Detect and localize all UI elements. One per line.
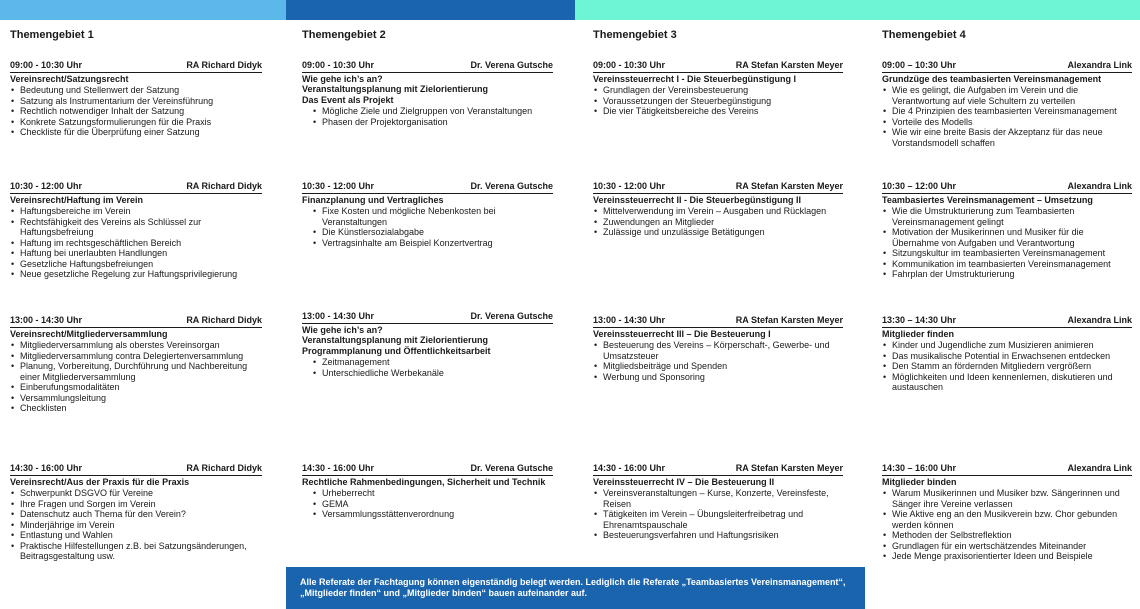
topic-item: • Mitgliedsbeiträge und Spenden bbox=[603, 361, 843, 372]
topic-item: • Versammlungsstättenverordnung bbox=[322, 509, 553, 520]
session-card bbox=[882, 315, 1132, 393]
session-card bbox=[10, 60, 262, 138]
topic-item: • Rechtsfähigkeit des Vereins als Schlüssel zur Haftungsbefreiung bbox=[20, 217, 262, 238]
color-bar-segment-1 bbox=[0, 0, 286, 20]
topic-item: • Mitgliederversammlung contra Delegiertenversammlung bbox=[20, 351, 262, 362]
session-topics bbox=[10, 206, 262, 280]
session-speaker: Dr. Verena Gutsche bbox=[470, 463, 553, 473]
session-topics bbox=[10, 488, 262, 562]
session-header bbox=[10, 315, 262, 328]
session-time: 14:30 - 16:00 Uhr bbox=[302, 463, 375, 473]
session-speaker: RA Richard Didyk bbox=[186, 60, 262, 70]
session-header bbox=[302, 181, 553, 194]
topic-item: • Kinder und Jugendliche zum Musizieren animieren bbox=[892, 340, 1132, 351]
column-theme-heading: Themengebiet 2 bbox=[302, 29, 386, 41]
session-title: Vereinsrecht/Mitgliederversammlung bbox=[10, 328, 168, 339]
topic-item: • Haftung im rechtsgeschäftlichen Bereich bbox=[20, 238, 262, 249]
topic-item: • Jede Menge praxisorientierter Ideen und Beispiele bbox=[892, 551, 1132, 562]
topic-item: • Zuwendungen an Mitglieder bbox=[603, 217, 843, 228]
topic-item: • Besteuerungsverfahren und Haftungsrisiken bbox=[603, 530, 843, 541]
session-topics bbox=[882, 206, 1132, 280]
topic-item: • Gesetzliche Haftungsbefreiungen bbox=[20, 259, 262, 270]
topic-item: • Fixe Kosten und mögliche Nebenkosten bei Veranstaltungen bbox=[322, 206, 553, 227]
session-header bbox=[593, 463, 843, 476]
topic-item: • Sitzungskultur im teambasierten Vereinsmanagement bbox=[892, 248, 1132, 259]
topic-item: • GEMA bbox=[322, 499, 553, 510]
topic-item: • Wie Aktive eng an den Musikverein bzw. Chor gebunden werden können bbox=[892, 509, 1132, 530]
session-header bbox=[10, 463, 262, 476]
session-topics bbox=[882, 340, 1132, 393]
session-time: 09:00 - 10:30 Uhr bbox=[302, 60, 375, 70]
session-time: 14:30 – 16:00 Uhr bbox=[882, 463, 957, 473]
topic-item: • Schwerpunkt DSGVO für Vereine bbox=[20, 488, 262, 499]
topic-item: • Vereinsveranstaltungen – Kurse, Konzerte, Vereinsfeste, Reisen bbox=[603, 488, 843, 509]
session-speaker: Alexandra Link bbox=[1067, 315, 1132, 325]
session-header bbox=[882, 181, 1132, 194]
column-themengebiet-1 bbox=[0, 20, 286, 609]
session-speaker: RA Stefan Karsten Meyer bbox=[735, 315, 843, 325]
session-speaker: Dr. Verena Gutsche bbox=[470, 311, 553, 321]
topic-item: • Haftung bei unerlaubten Handlungen bbox=[20, 248, 262, 259]
topic-item: • Minderjährige im Verein bbox=[20, 520, 262, 531]
session-header bbox=[302, 60, 553, 73]
session-speaker: RA Stefan Karsten Meyer bbox=[735, 60, 843, 70]
session-title: Mitglieder finden bbox=[882, 328, 954, 339]
session-title: Grundzüge des teambasierten Vereinsmanagement bbox=[882, 73, 1102, 84]
session-header bbox=[593, 315, 843, 328]
column-theme-heading: Themengebiet 4 bbox=[882, 29, 966, 41]
topic-item: • Haftungsbereiche im Verein bbox=[20, 206, 262, 217]
color-bar-segment-2 bbox=[286, 0, 575, 20]
session-header bbox=[593, 60, 843, 73]
topic-item: • Vertragsinhalte am Beispiel Konzertvertrag bbox=[322, 238, 553, 249]
session-card bbox=[10, 315, 262, 414]
session-time: 13:00 - 14:30 Uhr bbox=[593, 315, 666, 325]
column-themengebiet-3 bbox=[575, 20, 865, 609]
topic-item: • Satzung als Instrumentarium der Vereinsführung bbox=[20, 96, 262, 107]
topic-item: • Datenschutz auch Thema für den Verein? bbox=[20, 509, 262, 520]
session-card bbox=[593, 463, 843, 541]
session-header bbox=[882, 315, 1132, 328]
session-card bbox=[593, 315, 843, 382]
topic-item: • Fahrplan der Umstrukturierung bbox=[892, 269, 1132, 280]
session-title: Vereinssteuerrecht IV – Die Besteuerung II bbox=[593, 476, 775, 487]
session-header bbox=[10, 60, 262, 73]
session-time: 10:30 - 12:00 Uhr bbox=[10, 181, 83, 191]
topic-item: • Besteuerung des Vereins – Körperschaft-, Gewerbe- und Umsatzsteuer bbox=[603, 340, 843, 361]
session-card bbox=[302, 60, 553, 127]
topic-item: • Wie wir eine breite Basis der Akzeptanz für das neue Vorstandsmodell schaffen bbox=[892, 127, 1132, 148]
topic-item: • Urheberrecht bbox=[322, 488, 553, 499]
topic-item: • Vorteile des Modells bbox=[892, 117, 1132, 128]
topic-item: • Den Stamm an fördernden Mitgliedern vergrößern bbox=[892, 361, 1132, 372]
topic-item: • Ihre Fragen und Sorgen im Verein bbox=[20, 499, 262, 510]
session-header bbox=[302, 463, 553, 476]
info-note-text: Alle Referate der Fachtagung können eigenständig belegt werden. Lediglich die Referate „Teambasiertes Vereinsmanagement“, „Mitglieder finden“ und „Mitglieder binden“ bauen aufeinander auf. bbox=[300, 577, 846, 598]
session-card bbox=[593, 60, 843, 117]
session-card bbox=[302, 311, 553, 378]
topic-item: • Kommunikation im teambasierten Vereinsmanagement bbox=[892, 259, 1132, 270]
topic-item: • Voraussetzungen der Steuerbegünstigung bbox=[603, 96, 843, 107]
session-title: Rechtliche Rahmenbedingungen, Sicherheit und Technik bbox=[302, 476, 546, 487]
topic-item: • Checklisten bbox=[20, 403, 262, 414]
topic-item: • Zulässige und unzulässige Betätigungen bbox=[603, 227, 843, 238]
session-card bbox=[302, 181, 553, 248]
topic-item: • Mittelverwendung im Verein – Ausgaben und Rücklagen bbox=[603, 206, 843, 217]
session-title: Teambasiertes Vereinsmanagement – Umsetzung bbox=[882, 194, 1093, 205]
session-header bbox=[10, 181, 262, 194]
session-topics bbox=[593, 340, 843, 382]
topic-item: • Wie es gelingt, die Aufgaben im Verein und die Verantwortung auf viele Schultern zu verteilen bbox=[892, 85, 1132, 106]
session-topics bbox=[302, 488, 553, 520]
topic-item: • Phasen der Projektorganisation bbox=[322, 117, 553, 128]
session-time: 10:30 – 12:00 Uhr bbox=[882, 181, 957, 191]
info-note-box bbox=[286, 567, 865, 609]
column-themengebiet-2 bbox=[286, 20, 575, 609]
session-topics bbox=[302, 206, 553, 248]
topic-item: • Versammlungsleitung bbox=[20, 393, 262, 404]
session-header bbox=[882, 463, 1132, 476]
topic-item: • Warum Musikerinnen und Musiker bzw. Sängerinnen und Sänger ihre Vereine verlassen bbox=[892, 488, 1132, 509]
session-speaker: Alexandra Link bbox=[1067, 181, 1132, 191]
session-time: 14:30 - 16:00 Uhr bbox=[10, 463, 83, 473]
session-card bbox=[882, 463, 1132, 562]
topic-item: • Rechtlich notwendiger Inhalt der Satzung bbox=[20, 106, 262, 117]
session-title: Vereinssteuerrecht II - Die Steuerbegünstigung II bbox=[593, 194, 802, 205]
session-topics bbox=[302, 106, 553, 127]
session-time: 10:30 - 12:00 Uhr bbox=[593, 181, 666, 191]
topic-item: • Planung, Vorbereitung, Durchführung und Nachbereitung einer Mitgliederversammlung bbox=[20, 361, 262, 382]
topic-item: • Mitgliederversammlung als oberstes Vereinsorgan bbox=[20, 340, 262, 351]
topic-item: • Praktische Hilfestellungen z.B. bei Satzungsänderungen, Beitragsgestaltung usw. bbox=[20, 541, 262, 562]
session-card bbox=[10, 463, 262, 562]
session-card bbox=[302, 463, 553, 520]
topic-item: • Die 4 Prinzipien des teambasierten Vereinsmanagement bbox=[892, 106, 1132, 117]
session-topics bbox=[302, 357, 553, 378]
session-speaker: RA Richard Didyk bbox=[186, 181, 262, 191]
session-header bbox=[593, 181, 843, 194]
topic-item: • Einberufungsmodalitäten bbox=[20, 382, 262, 393]
session-title: Wie gehe ich’s an? Veranstaltungsplanung mit Zielorientierung Programmplanung und Öffentlichkeitsarbeit bbox=[302, 324, 491, 356]
topic-item: • Unterschiedliche Werbekanäle bbox=[322, 368, 553, 379]
session-topics bbox=[593, 85, 843, 117]
session-time: 09:00 - 10:30 Uhr bbox=[593, 60, 666, 70]
session-card bbox=[882, 60, 1132, 148]
column-theme-heading: Themengebiet 3 bbox=[593, 29, 677, 41]
session-title: Finanzplanung und Vertragliches bbox=[302, 194, 444, 205]
topic-item: • Die vier Tätigkeitsbereiche des Vereins bbox=[603, 106, 843, 117]
topic-item: • Wie die Umstrukturierung zum Teambasierten Vereinsmanagement gelingt bbox=[892, 206, 1132, 227]
session-time: 13:00 - 14:30 Uhr bbox=[302, 311, 375, 321]
session-time: 13:30 – 14:30 Uhr bbox=[882, 315, 957, 325]
session-topics bbox=[882, 85, 1132, 148]
topic-item: • Konkrete Satzungsformulierungen für die Praxis bbox=[20, 117, 262, 128]
session-speaker: Alexandra Link bbox=[1067, 463, 1132, 473]
topic-item: • Grundlagen der Vereinsbesteuerung bbox=[603, 85, 843, 96]
session-card bbox=[10, 181, 262, 280]
session-speaker: Alexandra Link bbox=[1067, 60, 1132, 70]
session-card bbox=[593, 181, 843, 238]
topic-item: • Methoden der Selbstreflektion bbox=[892, 530, 1132, 541]
topic-item: • Entlastung und Wahlen bbox=[20, 530, 262, 541]
session-title: Vereinsrecht/Satzungsrecht bbox=[10, 73, 129, 84]
session-title: Wie gehe ich’s an? Veranstaltungsplanung mit Zielorientierung Das Event als Projekt bbox=[302, 73, 489, 105]
top-color-bar bbox=[0, 0, 1140, 20]
topic-item: • Tätigkeiten im Verein – Übungsleiterfreibetrag und Ehrenamtspauschale bbox=[603, 509, 843, 530]
topic-item: • Die Künstlersozialabgabe bbox=[322, 227, 553, 238]
session-time: 09:00 – 10:30 Uhr bbox=[882, 60, 957, 70]
session-header bbox=[882, 60, 1132, 73]
topic-item: • Grundlagen für ein wertschätzendes Miteinander bbox=[892, 541, 1132, 552]
session-card bbox=[882, 181, 1132, 280]
session-speaker: RA Stefan Karsten Meyer bbox=[735, 463, 843, 473]
session-speaker: Dr. Verena Gutsche bbox=[470, 181, 553, 191]
session-title: Mitglieder binden bbox=[882, 476, 957, 487]
topic-item: • Bedeutung und Stellenwert der Satzung bbox=[20, 85, 262, 96]
topic-item: • Mögliche Ziele und Zielgruppen von Veranstaltungen bbox=[322, 106, 553, 117]
column-themengebiet-4 bbox=[865, 20, 1140, 609]
session-topics bbox=[593, 206, 843, 238]
topic-item: • Checkliste für die Überprüfung einer Satzung bbox=[20, 127, 262, 138]
color-bar-segment-3 bbox=[575, 0, 1140, 20]
column-theme-heading: Themengebiet 1 bbox=[10, 29, 94, 41]
topic-item: • Neue gesetzliche Regelung zur Haftungsprivilegierung bbox=[20, 269, 262, 280]
session-title: Vereinssteuerrecht III – Die Besteuerung I bbox=[593, 328, 771, 339]
session-time: 13:00 - 14:30 Uhr bbox=[10, 315, 83, 325]
session-time: 09:00 - 10:30 Uhr bbox=[10, 60, 83, 70]
session-topics bbox=[10, 85, 262, 138]
session-title: Vereinssteuerrecht I - Die Steuerbegünstigung I bbox=[593, 73, 797, 84]
session-topics bbox=[10, 340, 262, 414]
session-title: Vereinsrecht/Aus der Praxis für die Praxis bbox=[10, 476, 190, 487]
topic-item: • Möglichkeiten und Ideen kennenlernen, diskutieren und austauschen bbox=[892, 372, 1132, 393]
topic-item: • Werbung und Sponsoring bbox=[603, 372, 843, 383]
session-speaker: RA Stefan Karsten Meyer bbox=[735, 181, 843, 191]
session-speaker: RA Richard Didyk bbox=[186, 315, 262, 325]
topic-item: • Motivation der Musikerinnen und Musiker für die Übernahme von Aufgaben und Verantwortung bbox=[892, 227, 1132, 248]
topic-item: • Das musikalische Potential in Erwachsenen entdecken bbox=[892, 351, 1132, 362]
topic-item: • Zeitmanagement bbox=[322, 357, 553, 368]
session-topics bbox=[882, 488, 1132, 562]
session-time: 10:30 - 12:00 Uhr bbox=[302, 181, 375, 191]
session-speaker: RA Richard Didyk bbox=[186, 463, 262, 473]
session-topics bbox=[593, 488, 843, 541]
session-header bbox=[302, 311, 553, 324]
session-title: Vereinsrecht/Haftung im Verein bbox=[10, 194, 144, 205]
session-time: 14:30 - 16:00 Uhr bbox=[593, 463, 666, 473]
session-speaker: Dr. Verena Gutsche bbox=[470, 60, 553, 70]
